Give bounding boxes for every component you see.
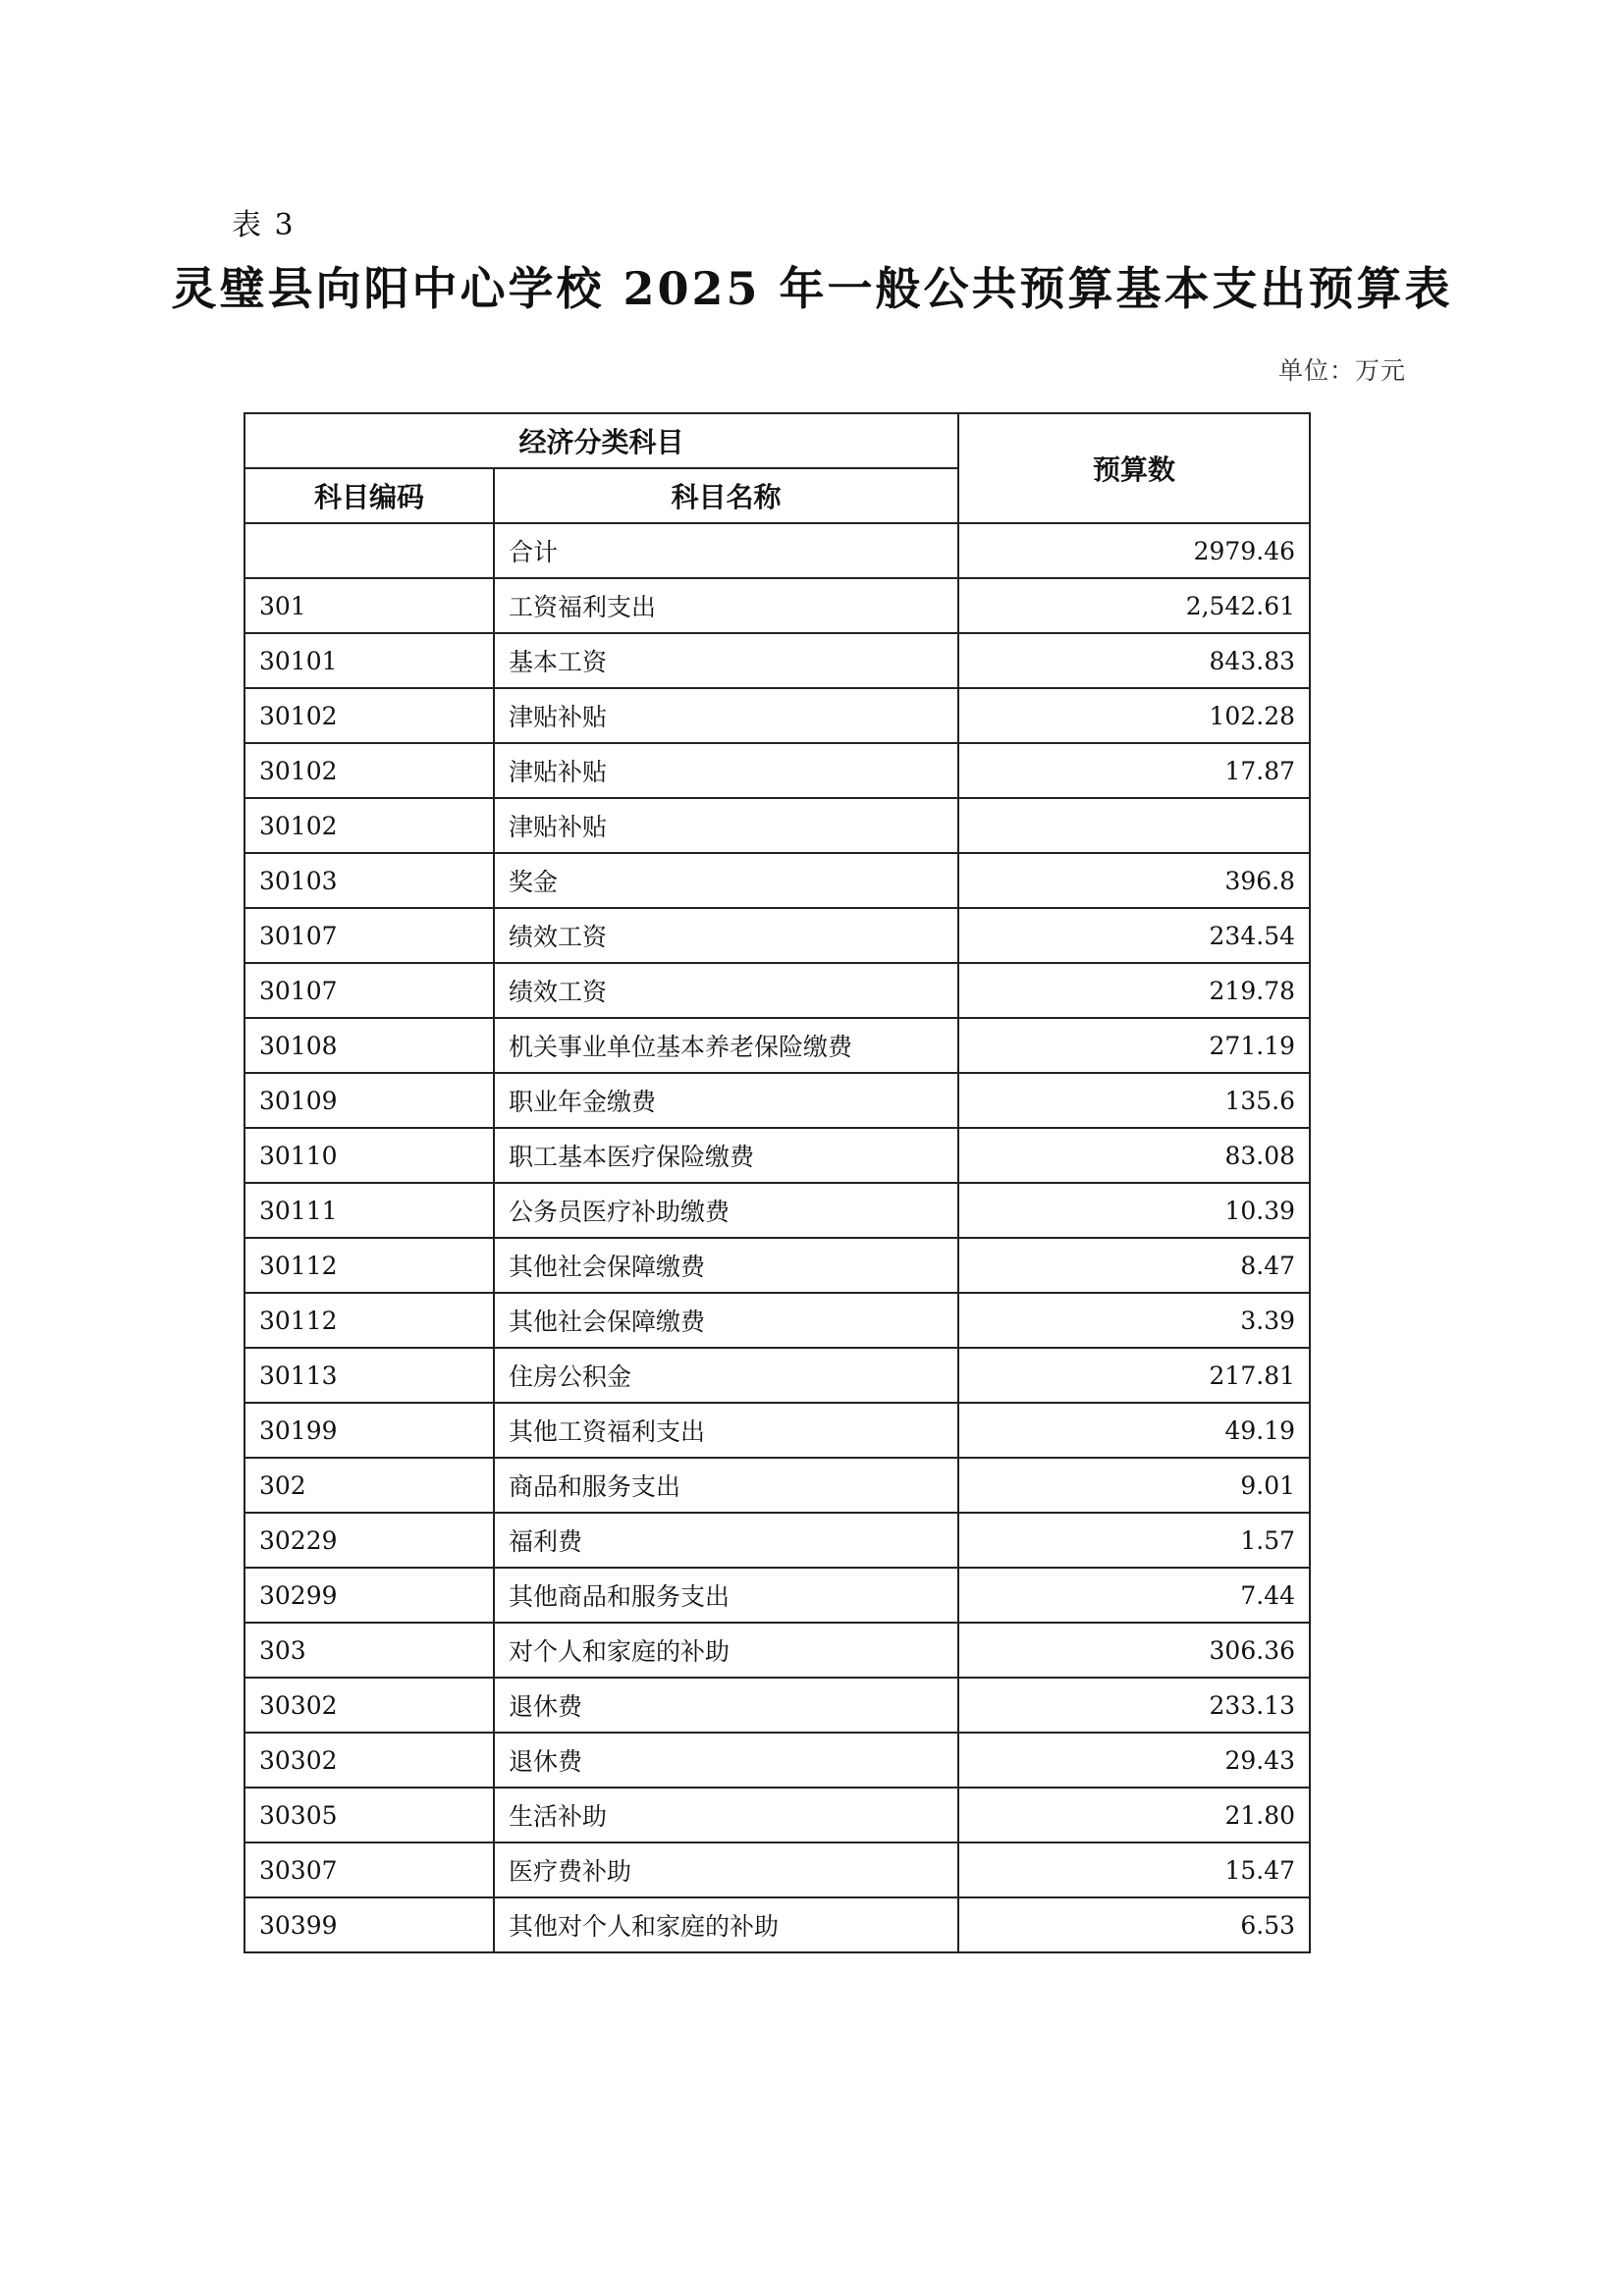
- cell-amount: 234.54: [958, 908, 1310, 963]
- cell-name: 其他商品和服务支出: [494, 1568, 958, 1623]
- cell-amount: 83.08: [958, 1128, 1310, 1183]
- cell-name: 公务员医疗补助缴费: [494, 1183, 958, 1238]
- cell-name: 工资福利支出: [494, 578, 958, 633]
- cell-amount: 102.28: [958, 688, 1310, 743]
- table-row: [244, 1183, 1310, 1238]
- table-row: [244, 1403, 1310, 1458]
- cell-code: 30399: [244, 1897, 494, 1952]
- cell-code: 30113: [244, 1348, 494, 1403]
- cell-amount: 9.01: [958, 1458, 1310, 1513]
- cell-code: 30305: [244, 1788, 494, 1842]
- table-row: [244, 578, 1310, 633]
- cell-amount: 271.19: [958, 1018, 1310, 1073]
- table-row: [244, 1458, 1310, 1513]
- table-row: [244, 688, 1310, 743]
- cell-code: 301: [244, 578, 494, 633]
- cell-amount: 219.78: [958, 963, 1310, 1018]
- table-row: [244, 1513, 1310, 1568]
- table-row: [244, 853, 1310, 908]
- cell-name: 其他社会保障缴费: [494, 1293, 958, 1348]
- table-row: [244, 1018, 1310, 1073]
- table-row: [244, 1623, 1310, 1678]
- table-row: [244, 1842, 1310, 1897]
- table-row: [244, 1678, 1310, 1733]
- cell-code: 30107: [244, 908, 494, 963]
- cell-name: 职业年金缴费: [494, 1073, 958, 1128]
- cell-code: [244, 523, 494, 578]
- table-row: [244, 1897, 1310, 1952]
- cell-name: 对个人和家庭的补助: [494, 1623, 958, 1678]
- table-row: [244, 1238, 1310, 1293]
- table-body: [244, 523, 1310, 1952]
- cell-amount: 217.81: [958, 1348, 1310, 1403]
- table-row: [244, 523, 1310, 578]
- budget-table: [244, 412, 1311, 1953]
- cell-amount: 49.19: [958, 1403, 1310, 1458]
- table-row: [244, 743, 1310, 798]
- cell-name: 商品和服务支出: [494, 1458, 958, 1513]
- cell-code: 30101: [244, 633, 494, 688]
- cell-amount: 843.83: [958, 633, 1310, 688]
- cell-name: 奖金: [494, 853, 958, 908]
- cell-name: 退休费: [494, 1733, 958, 1788]
- cell-amount: 396.8: [958, 853, 1310, 908]
- cell-amount: 2,542.61: [958, 578, 1310, 633]
- cell-amount: 6.53: [958, 1897, 1310, 1952]
- table-row: [244, 1293, 1310, 1348]
- document-title: 灵璧县向阳中心学校 2025 年一般公共预算基本支出预算表: [171, 262, 1453, 315]
- cell-name: 退休费: [494, 1678, 958, 1733]
- cell-code: 30108: [244, 1018, 494, 1073]
- cell-amount: [958, 798, 1310, 853]
- table-row: [244, 963, 1310, 1018]
- table-number: 表 3: [232, 208, 296, 242]
- cell-amount: 29.43: [958, 1733, 1310, 1788]
- table-row: [244, 908, 1310, 963]
- table-row: [244, 1073, 1310, 1128]
- cell-code: 30110: [244, 1128, 494, 1183]
- header-row-group: [244, 413, 1310, 468]
- cell-code: 30302: [244, 1678, 494, 1733]
- cell-code: 30102: [244, 798, 494, 853]
- cell-name: 其他工资福利支出: [494, 1403, 958, 1458]
- table-row: [244, 1128, 1310, 1183]
- cell-name: 职工基本医疗保险缴费: [494, 1128, 958, 1183]
- cell-amount: 17.87: [958, 743, 1310, 798]
- cell-code: 30307: [244, 1842, 494, 1897]
- table-row: [244, 1568, 1310, 1623]
- cell-name: 津贴补贴: [494, 798, 958, 853]
- cell-name: 津贴补贴: [494, 743, 958, 798]
- cell-amount: 1.57: [958, 1513, 1310, 1568]
- table-row: [244, 1733, 1310, 1788]
- cell-amount: 2979.46: [958, 523, 1310, 578]
- cell-amount: 15.47: [958, 1842, 1310, 1897]
- cell-amount: 3.39: [958, 1293, 1310, 1348]
- cell-name: 生活补助: [494, 1788, 958, 1842]
- cell-code: 30299: [244, 1568, 494, 1623]
- name-header: 科目名称: [494, 468, 958, 523]
- cell-code: 30102: [244, 743, 494, 798]
- cell-name: 住房公积金: [494, 1348, 958, 1403]
- cell-code: 30111: [244, 1183, 494, 1238]
- table-row: [244, 1788, 1310, 1842]
- economic-classification-header: 经济分类科目: [244, 413, 958, 468]
- cell-name: 津贴补贴: [494, 688, 958, 743]
- table-header: [244, 413, 1310, 523]
- cell-amount: 10.39: [958, 1183, 1310, 1238]
- cell-name: 绩效工资: [494, 908, 958, 963]
- amount-header: 预算数: [958, 413, 1310, 523]
- cell-name: 福利费: [494, 1513, 958, 1568]
- unit-label: 单位：万元: [1277, 356, 1406, 385]
- cell-code: 30103: [244, 853, 494, 908]
- cell-code: 303: [244, 1623, 494, 1678]
- cell-code: 30112: [244, 1293, 494, 1348]
- code-header: 科目编码: [244, 468, 494, 523]
- cell-name: 绩效工资: [494, 963, 958, 1018]
- cell-name: 基本工资: [494, 633, 958, 688]
- cell-name: 其他对个人和家庭的补助: [494, 1897, 958, 1952]
- cell-amount: 21.80: [958, 1788, 1310, 1842]
- cell-code: 30302: [244, 1733, 494, 1788]
- cell-amount: 233.13: [958, 1678, 1310, 1733]
- cell-name: 合计: [494, 523, 958, 578]
- cell-amount: 135.6: [958, 1073, 1310, 1128]
- cell-code: 30112: [244, 1238, 494, 1293]
- cell-name: 机关事业单位基本养老保险缴费: [494, 1018, 958, 1073]
- cell-name: 医疗费补助: [494, 1842, 958, 1897]
- cell-code: 30102: [244, 688, 494, 743]
- cell-name: 其他社会保障缴费: [494, 1238, 958, 1293]
- cell-code: 30107: [244, 963, 494, 1018]
- cell-amount: 306.36: [958, 1623, 1310, 1678]
- cell-code: 302: [244, 1458, 494, 1513]
- table-row: [244, 1348, 1310, 1403]
- table-row: [244, 633, 1310, 688]
- cell-code: 30109: [244, 1073, 494, 1128]
- cell-amount: 8.47: [958, 1238, 1310, 1293]
- cell-amount: 7.44: [958, 1568, 1310, 1623]
- cell-code: 30199: [244, 1403, 494, 1458]
- table-row: [244, 798, 1310, 853]
- cell-code: 30229: [244, 1513, 494, 1568]
